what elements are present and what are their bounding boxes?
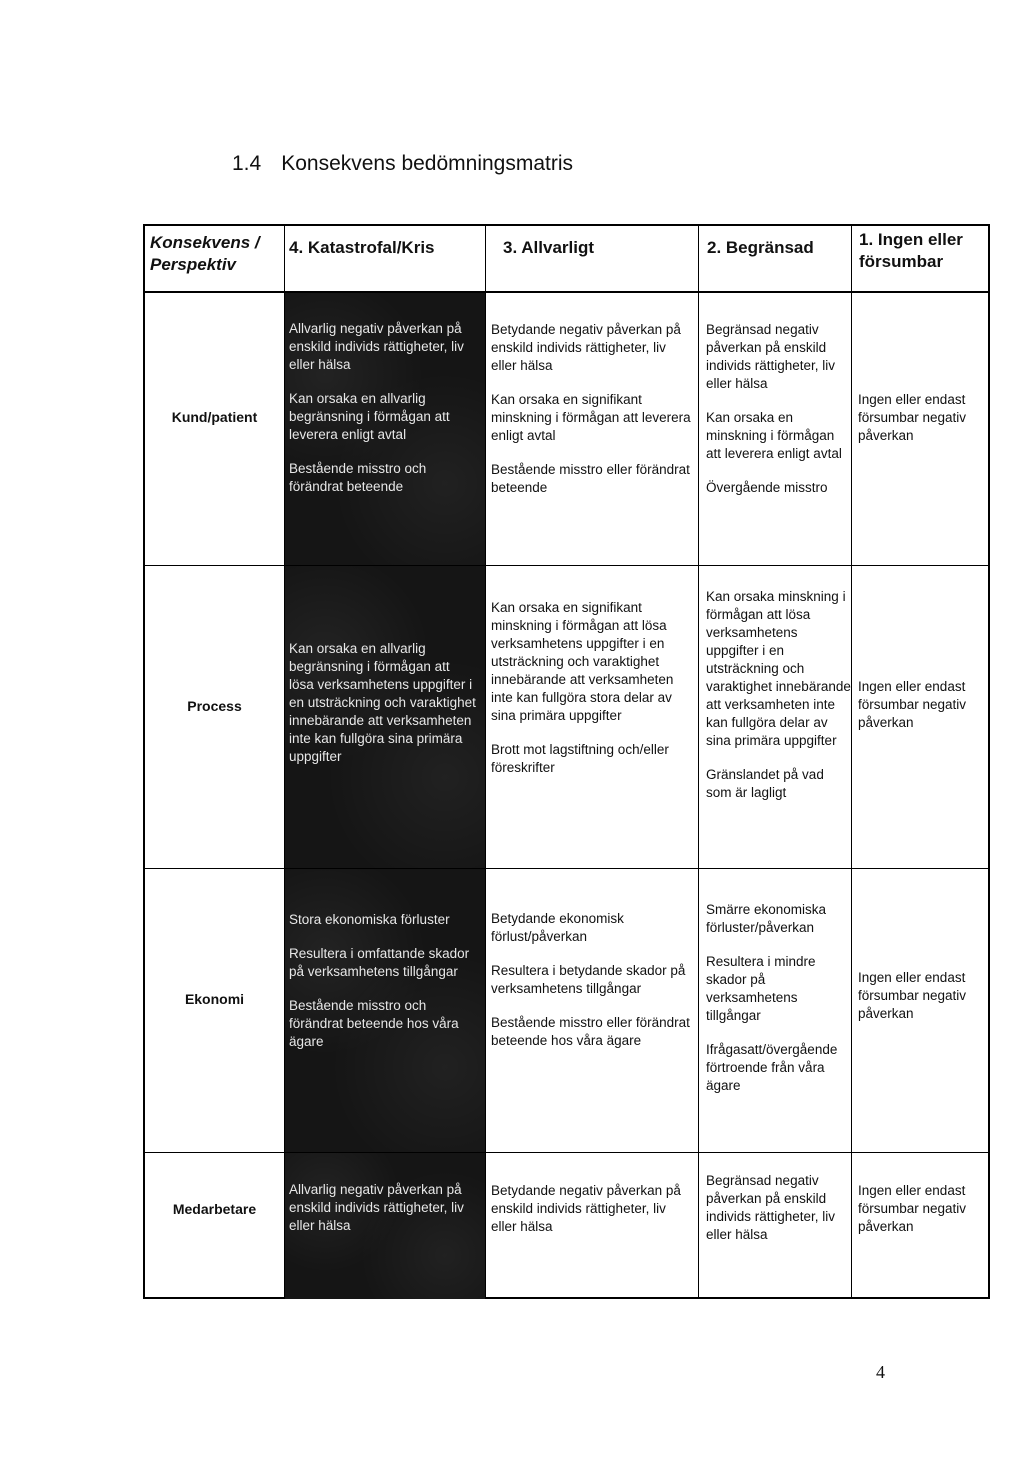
cell-paragraph: Bestående misstro eller förändrat beteende [491,462,690,495]
cell-paragraph: Brott mot lagstiftning och/eller föreskrifter [491,742,669,775]
heading-number: 1.4 [232,152,262,175]
row-label-ekonomi: Ekonomi [184,991,245,1007]
header-katastrofal [289,237,435,259]
cell-paragraph: Ingen eller endast försumbar negativ påverkan [858,970,967,1021]
allvarligt-cell-kund [491,321,693,497]
cell-paragraph: Resultera i betydande skador på verksamhetens tillgångar [491,963,686,996]
cell-paragraph: Ingen eller endast försumbar negativ påverkan [858,679,967,730]
header-allvarligt [503,237,594,259]
cell-paragraph: Smärre ekonomiska förluster/påverkan [706,902,827,935]
katastrofal-cell-process [285,566,485,868]
header-katastrofal-text: 4. Katastrofal/Kris [289,238,435,257]
cell-paragraph: Resultera i mindre skador på verksamhetens tillgångar [706,954,816,1023]
cell-text [289,1181,477,1235]
grid-line [145,868,988,869]
cell-paragraph: Begränsad negativ påverkan på enskild individs rättigheter, liv eller hälsa [706,322,836,391]
katastrofal-cell-ekonomi [285,869,485,1152]
begransad-cell-medarbetare [706,1172,851,1244]
cell-paragraph: Begränsad negativ påverkan på enskild individs rättigheter, liv eller hälsa [706,1173,836,1242]
begransad-cell-process [706,588,851,802]
cell-text [289,911,477,1051]
cell-paragraph: Kan orsaka en signifikant minskning i förmågan att lösa verksamhetens uppgifter i en utsträckning och varaktighet innebärande att verksamheten inte kan fullgöra stora delar av sina primära uppgifter [491,600,674,723]
allvarligt-cell-ekonomi [491,910,693,1050]
cell-paragraph: Kan orsaka en minskning i förmågan att leverera enligt avtal [706,410,842,461]
cell-paragraph: Kan orsaka minskning i förmågan att lösa verksamhetens uppgifter i en utsträckning och varaktighet innebärande att verksamheten inte kan fullgöra delar av sina primära uppgifter [706,589,851,748]
heading-title: Konsekvens bedömningsmatris [281,152,574,175]
cell-paragraph: Kan orsaka en signifikant minskning i förmågan att leverera enligt avtal [491,392,691,443]
cell-paragraph: Allvarlig negativ påverkan på enskild individs rättigheter, liv eller hälsa [289,321,464,372]
header-ingen-line: 1. Ingen eller [859,230,963,249]
grid-line [698,226,699,1297]
cell-paragraph: Kan orsaka en allvarlig begränsning i förmågan att lösa verksamhetens uppgifter i en utsträckning och varaktighet innebärande att verksamheten inte kan fullgöra sina primära uppgifter [289,641,476,764]
grid-line [145,1152,988,1153]
cell-paragraph: Övergående misstro [706,480,828,495]
page-number: 4 [876,1362,885,1382]
cell-paragraph: Betydande ekonomisk förlust/påverkan [491,911,624,944]
ingen-cell-medarbetare [858,1182,990,1236]
ingen-cell-ekonomi [858,969,990,1023]
begransad-cell-kund [706,321,851,497]
allvarligt-cell-process [491,599,693,777]
header-ingen [859,229,963,273]
cell-paragraph: Allvarlig negativ påverkan på enskild individs rättigheter, liv eller hälsa [289,1182,464,1233]
header-corner [150,232,260,276]
header-begransad-text: 2. Begränsad [707,238,814,257]
cell-paragraph: Betydande negativ påverkan på enskild individs rättigheter, liv eller hälsa [491,1183,681,1234]
ingen-cell-kund [858,391,990,445]
cell-text [289,640,477,766]
cell-paragraph: Stora ekonomiska förluster [289,912,450,927]
allvarligt-cell-medarbetare [491,1182,693,1236]
row-label-medarbetare: Medarbetare [172,1201,257,1217]
katastrofal-cell-kund [285,293,485,565]
cell-paragraph: Resultera i omfattande skador på verksamhetens tillgångar [289,946,470,979]
header-allvarligt-text: 3. Allvarligt [503,238,595,257]
page-heading [232,152,573,176]
begransad-cell-ekonomi [706,901,851,1095]
row-label-process: Process [187,698,242,714]
cell-paragraph: Ingen eller endast försumbar negativ påverkan [858,392,967,443]
consequence-matrix [143,224,990,1299]
grid-line [145,291,988,293]
header-corner-line: Perspektiv [150,255,236,274]
cell-paragraph: Bestående misstro eller förändrat beteende hos våra ägare [491,1015,690,1048]
grid-line [485,226,486,1297]
cell-paragraph: Gränslandet på vad som är lagligt [706,767,824,800]
cell-paragraph: Bestående misstro och förändrat beteende [289,461,427,494]
cell-text [289,320,477,496]
cell-paragraph: Ifrågasatt/övergående förtroende från våra ägare [706,1042,838,1093]
cell-paragraph: Kan orsaka en allvarlig begränsning i förmågan att leverera enligt avtal [289,391,450,442]
cell-paragraph: Bestående misstro och förändrat beteende hos våra ägare [289,998,459,1049]
grid-line [145,565,988,566]
cell-paragraph: Betydande negativ påverkan på enskild individs rättigheter, liv eller hälsa [491,322,681,373]
header-begransad [707,237,814,259]
katastrofal-cell-medarbetare [285,1153,485,1299]
grid-line [851,226,852,1297]
row-label-kund: Kund/patient [171,409,258,425]
ingen-cell-process [858,678,990,732]
cell-paragraph: Ingen eller endast försumbar negativ påverkan [858,1183,967,1234]
header-ingen-line: försumbar [859,252,944,271]
header-corner-line: Konsekvens / [150,233,260,252]
